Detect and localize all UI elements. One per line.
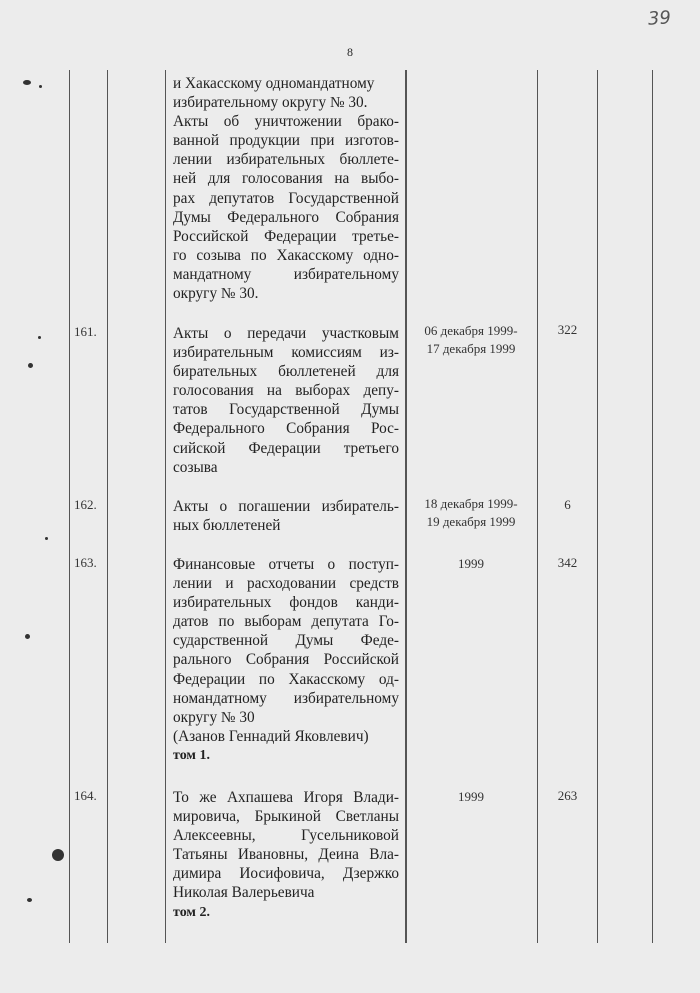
- scan-speck: [52, 849, 64, 861]
- description-line: избирательных фондов канди-: [173, 594, 399, 612]
- description-line: Акты об уничтожении брако-: [173, 113, 399, 131]
- column-rule: [652, 70, 653, 943]
- description-line: сударственной Думы Феде-: [173, 632, 399, 650]
- entry-number: 164.: [74, 788, 97, 803]
- description-line: Думы Федерального Собрания: [173, 208, 399, 226]
- entry-number: 163.: [74, 555, 97, 570]
- column-rule: [69, 70, 70, 943]
- entry-dates: [410, 322, 532, 358]
- description-line: голосования на выборах депу-: [173, 382, 399, 400]
- description-line: датов по выборам депутата Го-: [173, 613, 399, 631]
- scan-speck: [45, 537, 48, 540]
- entry-dates: [410, 495, 532, 531]
- description-line: ней для голосования на выбо-: [173, 170, 399, 188]
- description-line: Федерального Собрания Рос-: [173, 420, 399, 438]
- entry-description: [173, 74, 399, 303]
- volume-label: том 1.: [173, 747, 210, 763]
- date-from: 1999: [458, 556, 484, 571]
- entry-description: [173, 324, 399, 477]
- column-rule: [537, 70, 538, 943]
- scan-speck: [27, 898, 32, 902]
- date-to: 19 декабря 1999: [426, 514, 516, 529]
- description-line: го созыва по Хакасскому одно-: [173, 246, 399, 264]
- scan-speck: [28, 363, 33, 368]
- description-line: мировича, Брыкиной Светланы: [173, 808, 399, 826]
- description-line: сийской Федерации третьего: [173, 439, 399, 457]
- column-rule: [165, 70, 166, 943]
- description-line: рах депутатов Государственной: [173, 189, 399, 207]
- description-line: округу № 30: [173, 708, 255, 726]
- page-number: 8: [347, 45, 353, 59]
- description-line: Николая Валерьевича: [173, 884, 315, 902]
- column-rule: [107, 70, 108, 943]
- column-rule: [405, 70, 407, 943]
- description-line: ванной продукции при изготов-: [173, 132, 399, 150]
- date-to: 17 декабря 1999: [426, 341, 516, 356]
- date-from: 06 декабря 1999-: [424, 323, 518, 338]
- description-line: округу № 30.: [173, 285, 259, 303]
- description-line: димира Иосифовича, Дзержко: [173, 865, 399, 883]
- description-line: созыва: [173, 458, 218, 476]
- entry-number: 162.: [74, 497, 97, 512]
- column-rule: [597, 70, 598, 943]
- description-line: рального Собрания Российской: [173, 651, 399, 669]
- sheet-count: 342: [557, 555, 578, 570]
- scan-speck: [25, 634, 30, 639]
- sheet-count: 263: [557, 788, 578, 803]
- entry-dates: [410, 555, 532, 573]
- description-line: номандатному избирательному: [173, 689, 399, 707]
- description-line: ных бюллетеней: [173, 517, 281, 535]
- description-line: Финансовые отчеты о поступ-: [173, 556, 399, 573]
- scan-speck: [39, 85, 42, 88]
- description-line: Российской Федерации третье-: [173, 227, 399, 245]
- entry-description: [173, 788, 399, 922]
- description-line: татов Государственной Думы: [173, 401, 399, 419]
- description-line: мандатному избирательному: [173, 265, 399, 283]
- sheet-count: 6: [564, 497, 571, 512]
- description-line: и Хакасскому одномандатному: [173, 75, 375, 92]
- sheet-count: 322: [557, 322, 578, 337]
- description-line: лении и расходовании средств: [173, 575, 399, 593]
- date-from: 1999: [458, 789, 484, 804]
- description-line: Федерации по Хакасскому од-: [173, 670, 399, 688]
- description-line: лении избирательных бюллете-: [173, 151, 399, 169]
- handwritten-sheet-number: 39: [647, 7, 672, 30]
- entry-dates: [410, 788, 532, 806]
- description-line: Акты о передачи участковым: [173, 325, 399, 342]
- description-line: бирательных бюллетеней для: [173, 363, 399, 381]
- description-line: избирательным комиссиям из-: [173, 344, 399, 362]
- description-line: То же Ахпашева Игоря Влади-: [173, 789, 399, 806]
- scan-speck: [38, 336, 41, 339]
- volume-label: том 2.: [173, 904, 210, 920]
- entry-description: [173, 497, 399, 535]
- entry-number: 161.: [74, 324, 97, 339]
- scan-speck: [23, 80, 31, 85]
- description-line: Алексеевны, Гусельниковой: [173, 827, 399, 845]
- entry-description: [173, 555, 399, 765]
- description-line: (Азанов Геннадий Яковлевич): [173, 727, 369, 745]
- date-from: 18 декабря 1999-: [424, 496, 518, 511]
- description-line: избирательному округу № 30.: [173, 94, 368, 112]
- description-line: Татьяны Ивановны, Деина Вла-: [173, 846, 399, 864]
- description-line: Акты о погашении избиратель-: [173, 498, 399, 515]
